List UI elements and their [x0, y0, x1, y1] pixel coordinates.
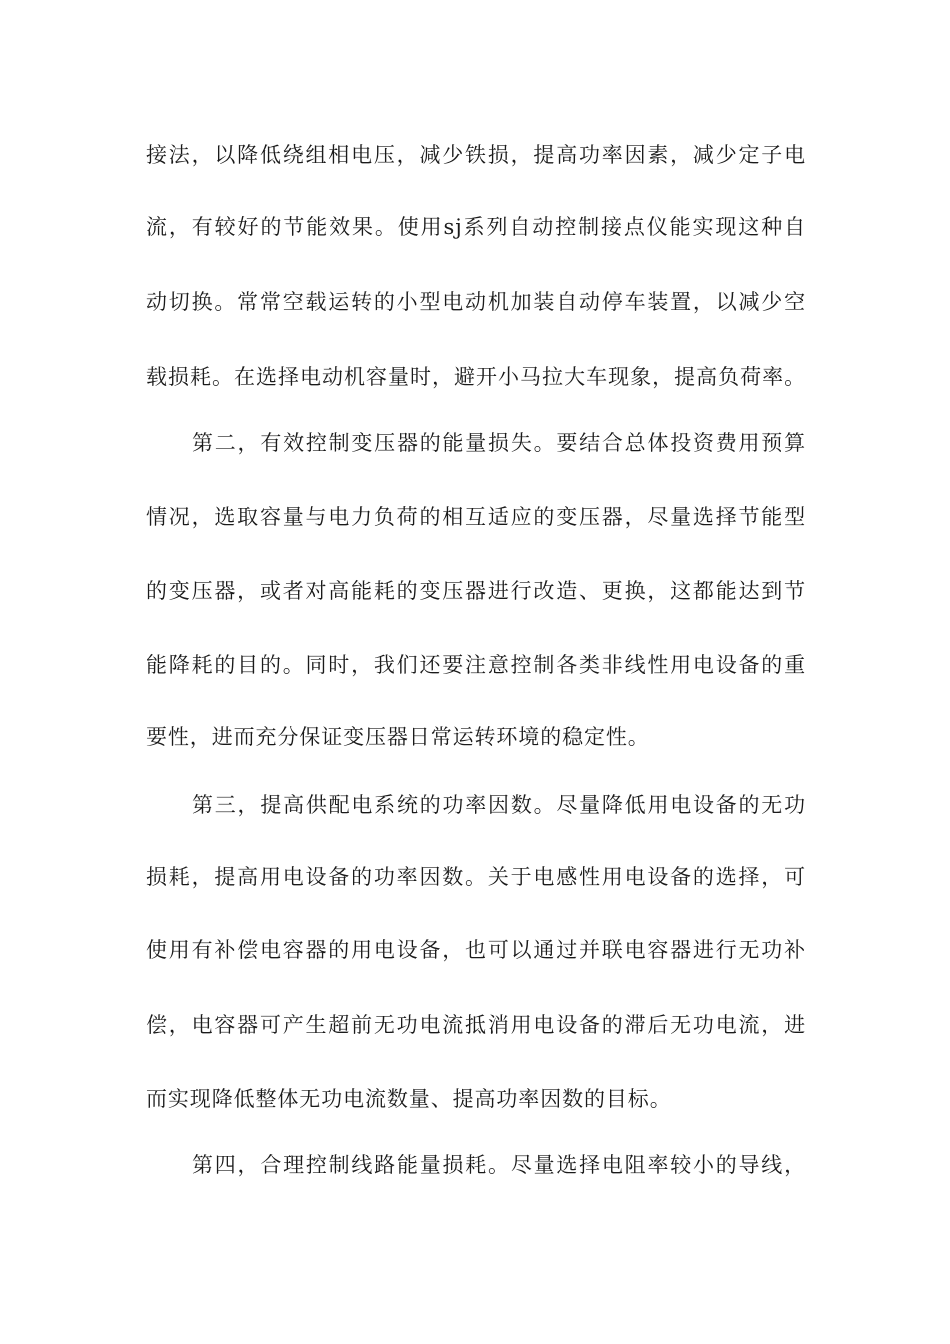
text-line: 使用有补偿电容器的用电设备，也可以通过并联电容器进行无功补 [146, 938, 806, 962]
paragraph-end-line: 要性，进而充分保证变压器日常运转环境的稳定性。 [146, 725, 650, 749]
text-line: 载损耗。在选择电动机容量时，避开小马拉大车现象，提高负荷率。 [146, 365, 806, 389]
text-line: 损耗，提高用电设备的功率因数。关于电感性用电设备的选择，可 [146, 865, 806, 889]
text-line: 接法，以降低绕组相电压，减少铁损，提高功率因素，减少定子电 [146, 143, 806, 167]
text-line: 的变压器，或者对高能耗的变压器进行改造、更换，这都能达到节 [146, 579, 806, 603]
paragraph-start-line: 第三，提高供配电系统的功率因数。尽量降低用电设备的无功 [192, 793, 806, 817]
text-line: 动切换。常常空载运转的小型电动机加装自动停车装置，以减少空 [146, 290, 806, 314]
paragraph-start-line: 第四，合理控制线路能量损耗。尽量选择电阻率较小的导线， [192, 1153, 806, 1177]
text-line: 情况，选取容量与电力负荷的相互适应的变压器，尽量选择节能型 [146, 505, 806, 529]
paragraph-start-line: 第二，有效控制变压器的能量损失。要结合总体投资费用预算 [192, 431, 806, 455]
text-line: 偿，电容器可产生超前无功电流抵消用电设备的滞后无功电流，进 [146, 1013, 806, 1037]
text-line: 能降耗的目的。同时，我们还要注意控制各类非线性用电设备的重 [146, 653, 806, 677]
text-line: 流，有较好的节能效果。使用sj系列自动控制接点仪能实现这种自 [146, 215, 806, 239]
paragraph-end-line: 而实现降低整体无功电流数量、提高功率因数的目标。 [146, 1087, 672, 1111]
